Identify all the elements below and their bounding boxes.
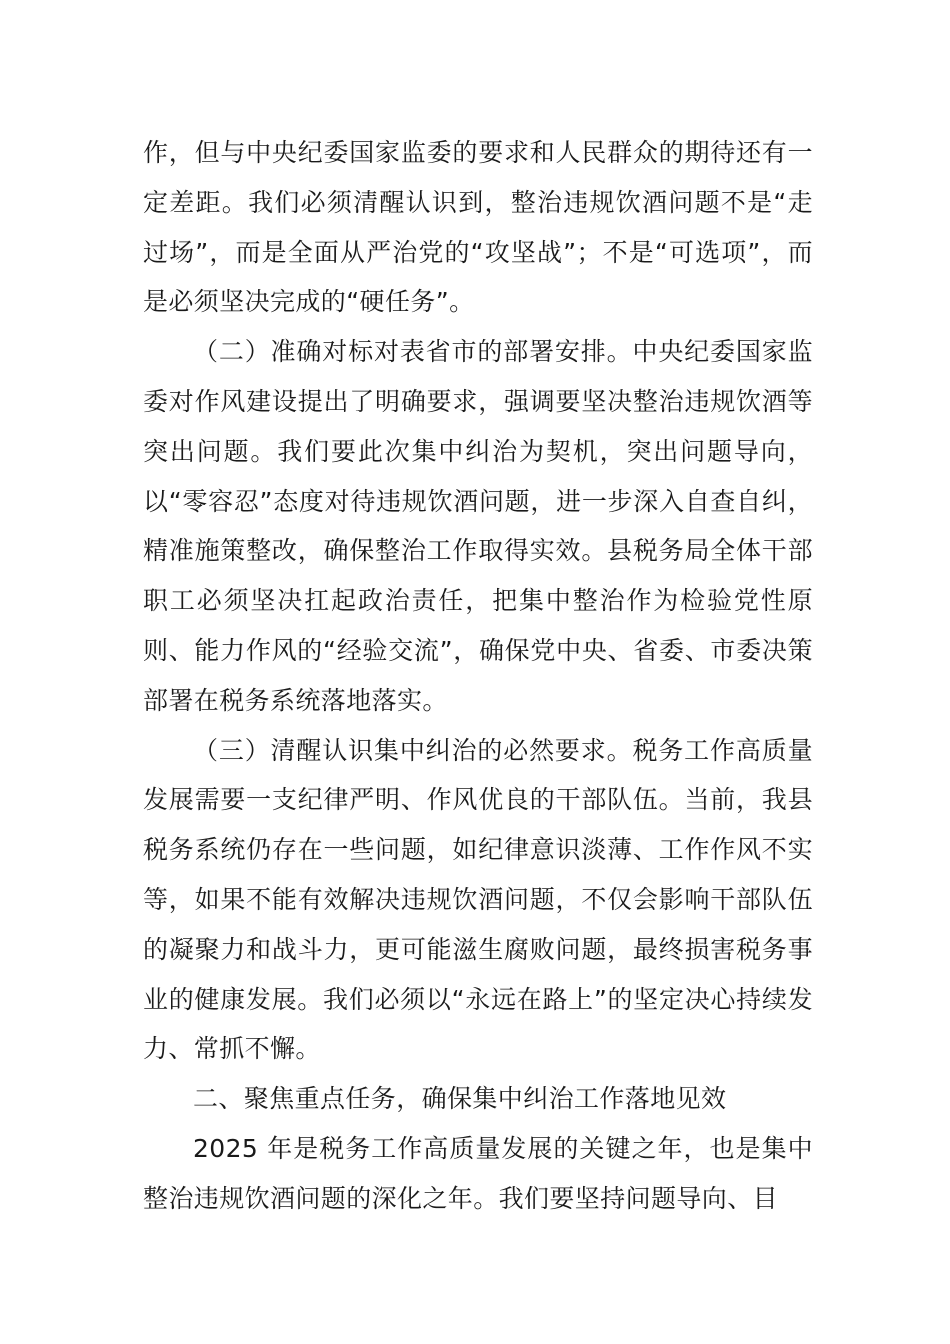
paragraph-section-two: （二）准确对标对表省市的部署安排。中央纪委国家监委对作风建设提出了明确要求，强调要坚决整治违规饮酒等突出问题。我们要此次集中纠治为契机，突出问题导向，以“零容忍”态度对待违规饮酒问题，进一步深入自查自纠，精准施策整改，确保整治工作取得实效。县税务局全体干部职工必须坚决扛起政治责任，把集中整治作为检验党性原则、能力作风的“经验交流”，确保党中央、省委、市委决策部署在税务系统落地落实。 <box>143 337 813 715</box>
paragraph-section-three: （三）清醒认识集中纠治的必然要求。税务工作高质量发展需要一支纪律严明、作风优良的干部队伍。当前，我县税务系统仍存在一些问题，如纪律意识淡薄、工作作风不实等，如果不能有效解决违规饮酒问题，不仅会影响干部队伍的凝聚力和战斗力，更可能滋生腐败问题，最终损害税务事业的健康发展。我们必须以“永远在路上”的坚定决心持续发力、常抓不懈。 <box>143 735 813 1064</box>
document-body <box>143 128 813 1224</box>
paragraph-2025: 2025 年是税务工作高质量发展的关键之年，也是集中整治违规饮酒问题的深化之年。我们要坚持问题导向、目 <box>143 1133 813 1213</box>
section-heading: 二、聚焦重点任务，确保集中纠治工作落地见效 <box>193 1084 727 1114</box>
paragraph-continuation: 作，但与中央纪委国家监委的要求和人民群众的期待还有一定差距。我们必须清醒认识到，整治违规饮酒问题不是“走过场”，而是全面从严治党的“攻坚战”；不是“可选项”，而是必须坚决完成的“硬任务”。 <box>143 138 813 317</box>
